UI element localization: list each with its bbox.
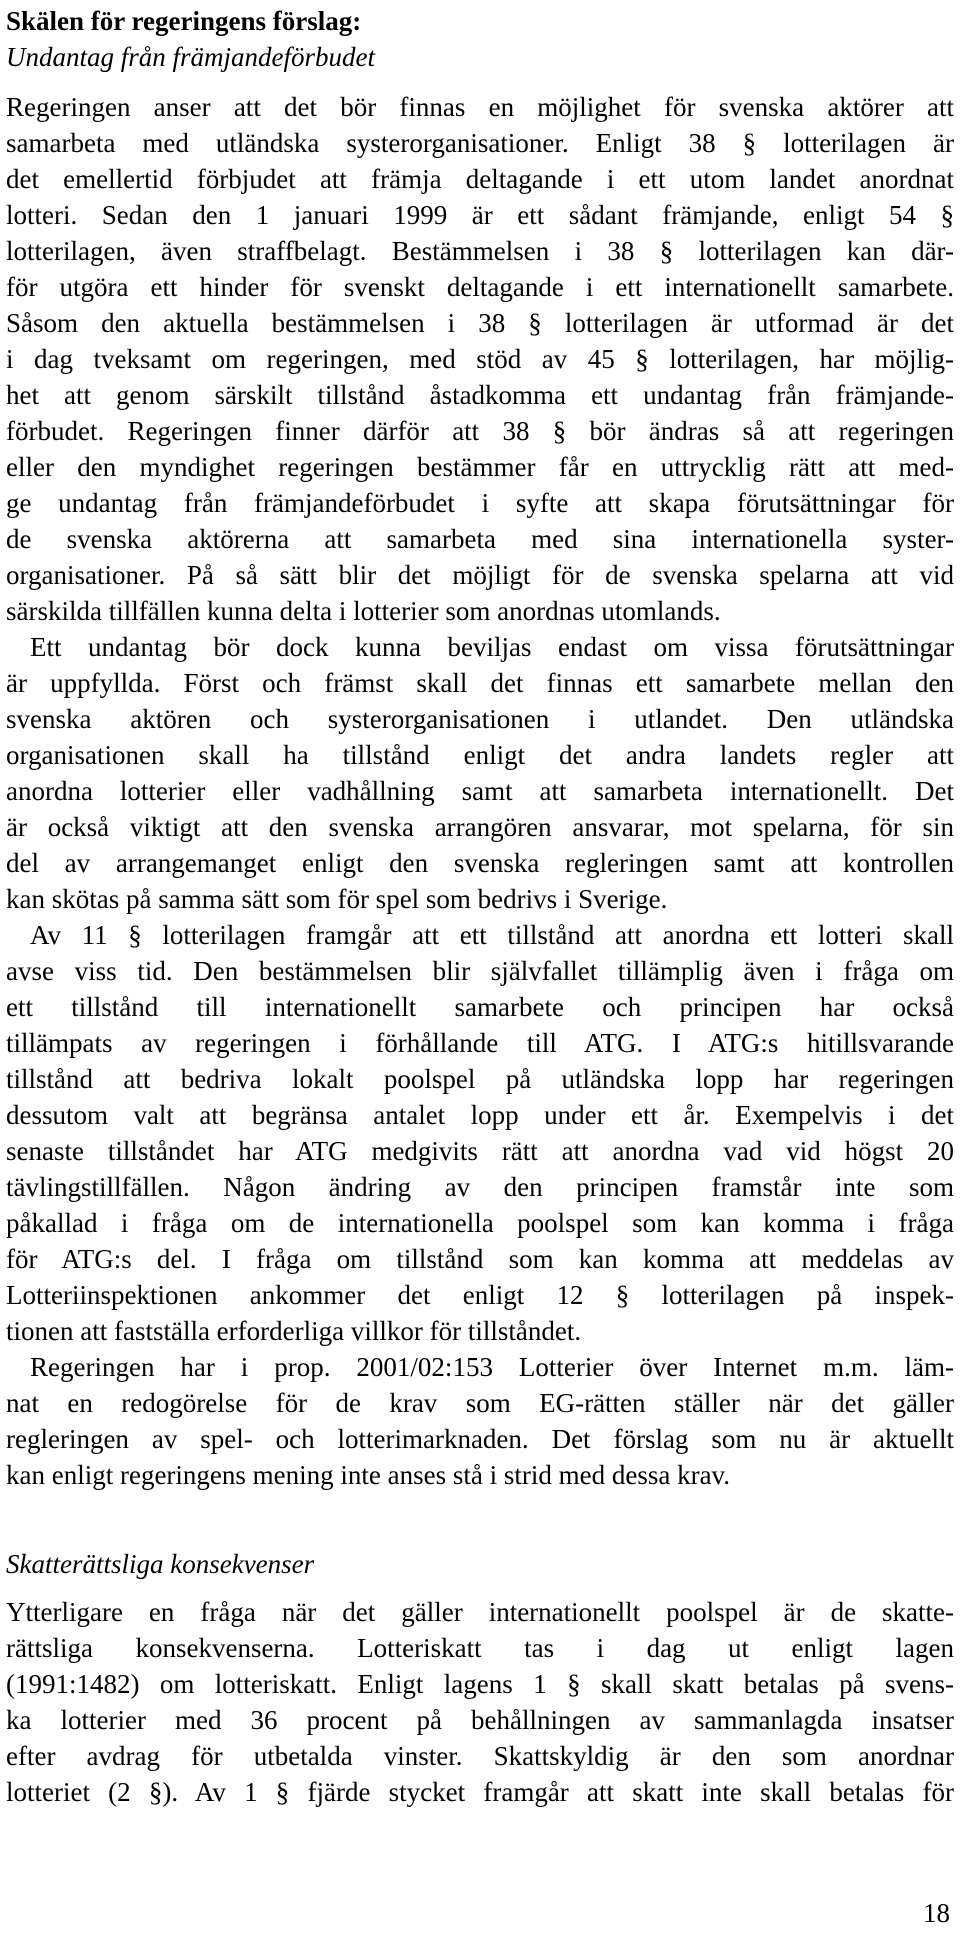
body-line: lotterilagen, även straffbelagt. Bestämmelsen i 38 § lotterilagen kan där- bbox=[6, 236, 954, 266]
body-line: efter avdrag för utbetalda vinster. Skattskyldig är den som anordnar bbox=[6, 1741, 954, 1771]
body-line: ge undantag från främjandeförbudet i syfte att skapa förutsättningar för bbox=[6, 488, 954, 518]
body-line: nat en redogörelse för de krav som EG-rätten ställer när det gäller bbox=[6, 1388, 954, 1418]
body-line: Regeringen anser att det bör finnas en möjlighet för svenska aktörer att bbox=[6, 92, 954, 122]
body-line: Av 11 § lotterilagen framgår att ett tillstånd att anordna ett lotteri skall bbox=[30, 920, 954, 950]
body-line: dessutom valt att begränsa antalet lopp under ett år. Exempelvis i det bbox=[6, 1100, 954, 1130]
body-line: ett tillstånd till internationellt samarbete och principen har också bbox=[6, 992, 954, 1022]
body-line: för ATG:s del. I fråga om tillstånd som kan komma att meddelas av bbox=[6, 1244, 954, 1274]
body-line: svenska aktören och systerorganisationen i utlandet. Den utländska bbox=[6, 704, 954, 734]
body-line: kan enligt regeringens mening inte anses stå i strid med dessa krav. bbox=[6, 1460, 731, 1490]
body-line: samarbeta med utländska systerorganisationer. Enligt 38 § lotterilagen är bbox=[6, 128, 954, 158]
body-line: de svenska aktörerna att samarbeta med sina internationella syster- bbox=[6, 524, 954, 554]
body-line: organisationen skall ha tillstånd enligt det andra landets regler att bbox=[6, 740, 954, 770]
body-line: Ytterligare en fråga när det gäller internationellt poolspel är de skatte- bbox=[6, 1597, 954, 1627]
body-line: är också viktigt att den svenska arrangören ansvarar, mot spelarna, för sin bbox=[6, 812, 954, 842]
body-line: ka lotterier med 36 procent på behållningen av sammanlagda insatser bbox=[6, 1705, 954, 1735]
body-line: för utgöra ett hinder för svenskt deltagande i ett internationellt samarbete. bbox=[6, 272, 954, 302]
body-line: het att genom särskilt tillstånd åstadkomma ett undantag från främjande- bbox=[6, 380, 954, 410]
body-line: Lotteriinspektionen ankommer det enligt 12 § lotterilagen på inspek- bbox=[6, 1280, 954, 1310]
body-line: det emellertid förbjudet att främja deltagande i ett utom landet anordnat bbox=[6, 164, 954, 194]
body-line: lotteriet (2 §). Av 1 § fjärde stycket framgår att skatt inte skall betalas för bbox=[6, 1777, 954, 1807]
body-line: tionen att fastställa erforderliga villkor för tillståndet. bbox=[6, 1316, 582, 1346]
body-line: regleringen av spel- och lotterimarknaden. Det förslag som nu är aktuellt bbox=[6, 1424, 954, 1454]
body-line: tävlingstillfällen. Någon ändring av den principen framstår inte som bbox=[6, 1172, 954, 1202]
body-line: särskilda tillfällen kunna delta i lotterier som anordnas utomlands. bbox=[6, 596, 721, 626]
body-line: lotteri. Sedan den 1 januari 1999 är ett sådant främjande, enligt 54 § bbox=[6, 200, 954, 230]
body-line: del av arrangemanget enligt den svenska regleringen samt att kontrollen bbox=[6, 848, 954, 878]
body-line: i dag tveksamt om regeringen, med stöd av 45 § lotterilagen, har möjlig- bbox=[6, 344, 954, 374]
body-line: tillämpats av regeringen i förhållande till ATG. I ATG:s hitillsvarande bbox=[6, 1028, 954, 1058]
body-line: organisationer. På så sätt blir det möjligt för de svenska spelarna att vid bbox=[6, 560, 954, 590]
body-line: förbudet. Regeringen finner därför att 38 § bör ändras så att regeringen bbox=[6, 416, 954, 446]
subheading-2: Skatterättsliga konsekvenser bbox=[6, 1549, 315, 1579]
body-line: eller den myndighet regeringen bestämmer får en uttrycklig rätt att med- bbox=[6, 452, 954, 482]
body-line: rättsliga konsekvenserna. Lotteriskatt tas i dag ut enligt lagen bbox=[6, 1633, 954, 1663]
body-line: påkallad i fråga om de internationella poolspel som kan komma i fråga bbox=[6, 1208, 954, 1238]
body-line: kan skötas på samma sätt som för spel som bedrivs i Sverige. bbox=[6, 884, 668, 914]
page-number: 18 bbox=[923, 1898, 950, 1928]
section-heading: Skälen för regeringens förslag: bbox=[6, 6, 362, 36]
body-line: avse viss tid. Den bestämmelsen blir självfallet tillämplig även i fråga om bbox=[6, 956, 954, 986]
body-line: tillstånd att bedriva lokalt poolspel på utländska lopp har regeringen bbox=[6, 1064, 954, 1094]
body-line: (1991:1482) om lotteriskatt. Enligt lagens 1 § skall skatt betalas på svens- bbox=[6, 1669, 954, 1699]
body-line: Ett undantag bör dock kunna beviljas endast om vissa förutsättningar bbox=[30, 632, 954, 662]
body-line: anordna lotterier eller vadhållning samt att samarbeta internationellt. Det bbox=[6, 776, 954, 806]
subheading: Undantag från främjandeförbudet bbox=[6, 42, 375, 72]
body-line: Såsom den aktuella bestämmelsen i 38 § lotterilagen är utformad är det bbox=[6, 308, 954, 338]
body-line: senaste tillståndet har ATG medgivits rätt att anordna vad vid högst 20 bbox=[6, 1136, 954, 1166]
body-line: är uppfyllda. Först och främst skall det finnas ett samarbete mellan den bbox=[6, 668, 954, 698]
body-line: Regeringen har i prop. 2001/02:153 Lotterier över Internet m.m. läm- bbox=[30, 1352, 954, 1382]
